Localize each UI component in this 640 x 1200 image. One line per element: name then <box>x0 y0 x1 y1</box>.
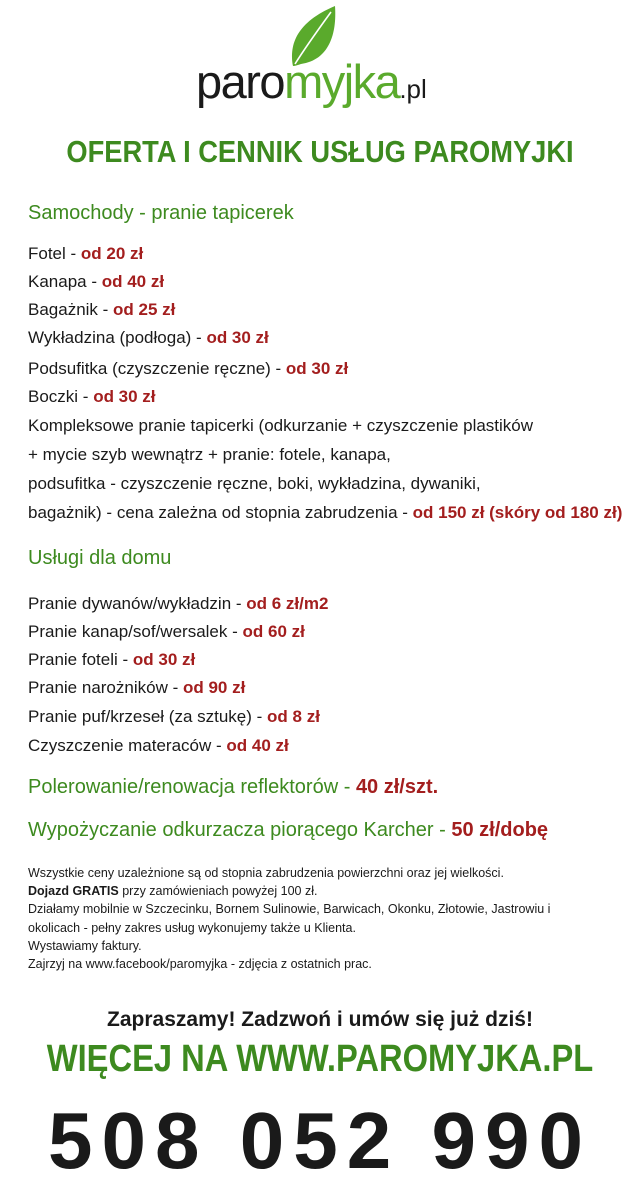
rental-service: Wypożyczanie odkurzacza piorącego Karcher - 50 zł/dobę <box>28 819 549 841</box>
price-item: Bagażnik - od 25 zł <box>28 300 176 319</box>
logo <box>0 0 640 118</box>
complex-service-line: bagażnik) - cena zależna od stopnia zabrudzenia - od 150 zł (skóry od 180 zł) <box>28 503 623 522</box>
note-line: Zajrzyj na www.facebook/paromyjka - zdjęcia z ostatnich prac. <box>28 957 372 972</box>
logo-wordmark: paromyjka.pl <box>196 55 427 108</box>
price-item: Pranie narożników - od 90 zł <box>28 678 246 697</box>
note-line: Dojazd GRATIS przy zamówieniach powyżej 100 zł. <box>28 884 318 899</box>
price-item: Wykładzina (podłoga) - od 30 zł <box>28 328 269 347</box>
price-item: Pranie kanap/sof/wersalek - od 60 zł <box>28 622 305 641</box>
price-item: Czyszczenie materaców - od 40 zł <box>28 736 289 755</box>
page-title: OFERTA I CENNIK USŁUG PAROMYJKI <box>66 134 574 169</box>
price-item: Pranie puf/krzeseł (za sztukę) - od 8 zł <box>28 707 320 726</box>
phone-number: 508 052 990 <box>48 1096 592 1185</box>
note-line: Wystawiamy faktury. <box>28 938 142 953</box>
invitation-text: Zapraszamy! Zadzwoń i umów się już dziś! <box>107 1008 533 1031</box>
section-heading-home: Usługi dla domu <box>28 547 172 569</box>
complex-service-line: podsufitka - czyszczenie ręczne, boki, wykładzina, dywaniki, <box>28 474 481 493</box>
price-item: Pranie foteli - od 30 zł <box>28 650 196 669</box>
price-item: Podsufitka (czyszczenie ręczne) - od 30 zł <box>28 359 349 378</box>
price-item: Pranie dywanów/wykładzin - od 6 zł/m2 <box>28 594 329 613</box>
notes <box>28 864 618 973</box>
section-heading-cars: Samochody - pranie tapicerek <box>28 202 294 224</box>
website-text: WIĘCEJ NA WWW.PAROMYJKA.PL <box>46 1038 594 1080</box>
price-item: Kanapa - od 40 zł <box>28 272 165 291</box>
note-line: okolicach - pełny zakres usług wykonujemy także u Klienta. <box>28 920 356 935</box>
note-line: Działamy mobilnie w Szczecinku, Bornem Sulinowie, Barwicach, Okonku, Złotowie, Jastrowiu i <box>28 902 551 917</box>
note-line: Wszystkie ceny uzależnione są od stopnia zabrudzenia powierzchni oraz jej wielkości. <box>28 866 504 880</box>
polishing-service: Polerowanie/renowacja reflektorów - 40 zł/szt. <box>28 776 439 798</box>
complex-service-line: Kompleksowe pranie tapicerki (odkurzanie + czyszczenie plastików <box>28 416 534 435</box>
price-item: Fotel - od 20 zł <box>28 244 144 263</box>
price-item: Boczki - od 30 zł <box>28 387 156 406</box>
complex-service-line: + mycie szyb wewnątrz + pranie: fotele, kanapa, <box>28 445 391 464</box>
